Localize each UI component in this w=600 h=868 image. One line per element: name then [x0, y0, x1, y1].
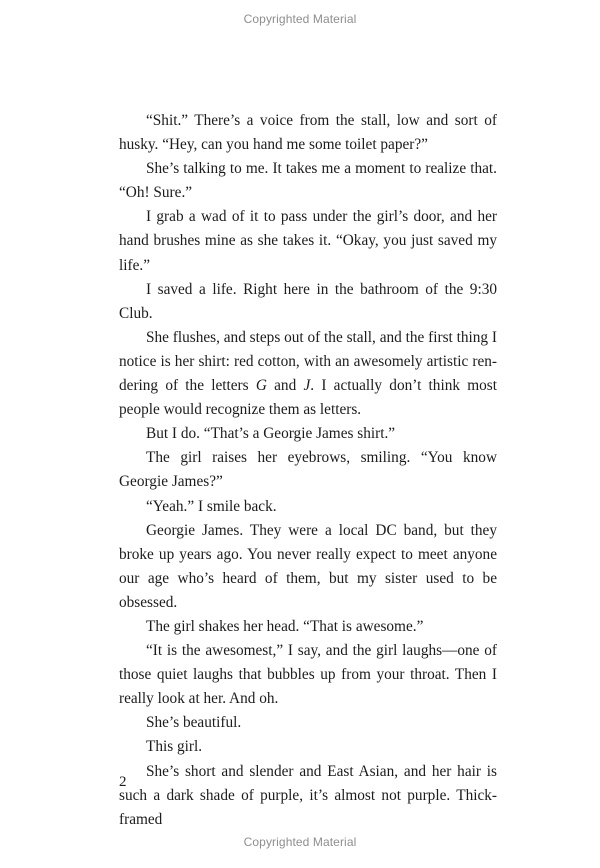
paragraph: “It is the awesomest,” I say, and the girl laughs—one of those quiet laughs that bubbles up from your throat. Then I really look at her. And oh.	[119, 642, 497, 708]
paragraph: “Shit.” There’s a voice from the stall, low and sort of husky. “Hey, can you hand me some toilet paper?”	[119, 112, 497, 154]
paragraph: I grab a wad of it to pass under the girl’s door, and her hand brushes mine as she takes it. “Okay, you just saved my life.”	[119, 208, 497, 274]
copyright-watermark-top: Copyrighted Material	[243, 12, 357, 26]
paragraph: She’s beautiful.	[146, 714, 242, 732]
page-number: 2	[119, 774, 127, 790]
paragraph: I saved a life. Right here in the bathroom of the 9:30 Club.	[119, 280, 497, 322]
paragraph: This girl.	[146, 738, 203, 756]
paragraph: The girl raises her eyebrows, smiling. “You know Georgie James?”	[119, 449, 497, 491]
paragraph-text: and	[266, 377, 304, 395]
paragraph	[119, 326, 497, 422]
paragraph-text: . I actually don’t think most people would recognize them as letters.	[119, 377, 497, 419]
paragraph: Georgie James. They were a local DC band, but they broke up years ago. You never really expect to meet anyone our age who’s heard of them, but my sister used to be obsessed.	[119, 521, 497, 611]
page-body-text	[119, 109, 497, 832]
copyright-watermark-bottom: Copyrighted Material	[243, 835, 357, 849]
paragraph: She’s short and slender and East Asian, and her hair is such a dark shade of purple, it’s almost not purple. Thick-framed	[119, 762, 497, 828]
paragraph: But I do. “That’s a Georgie James shirt.”	[146, 425, 396, 443]
paragraph: She’s talking to me. It takes me a moment to realize that. “Oh! Sure.”	[119, 160, 497, 202]
paragraph: The girl shakes her head. “That is awesome.”	[146, 617, 424, 635]
italic-letter: G	[255, 377, 267, 395]
paragraph: “Yeah.” I smile back.	[146, 497, 277, 515]
paragraph-text: She flushes, and steps out of the stall, and the first thing I notice is her shirt: red cotton, with an awesomely artistic rendering of the letters	[119, 328, 497, 395]
italic-letter: J	[303, 377, 311, 395]
